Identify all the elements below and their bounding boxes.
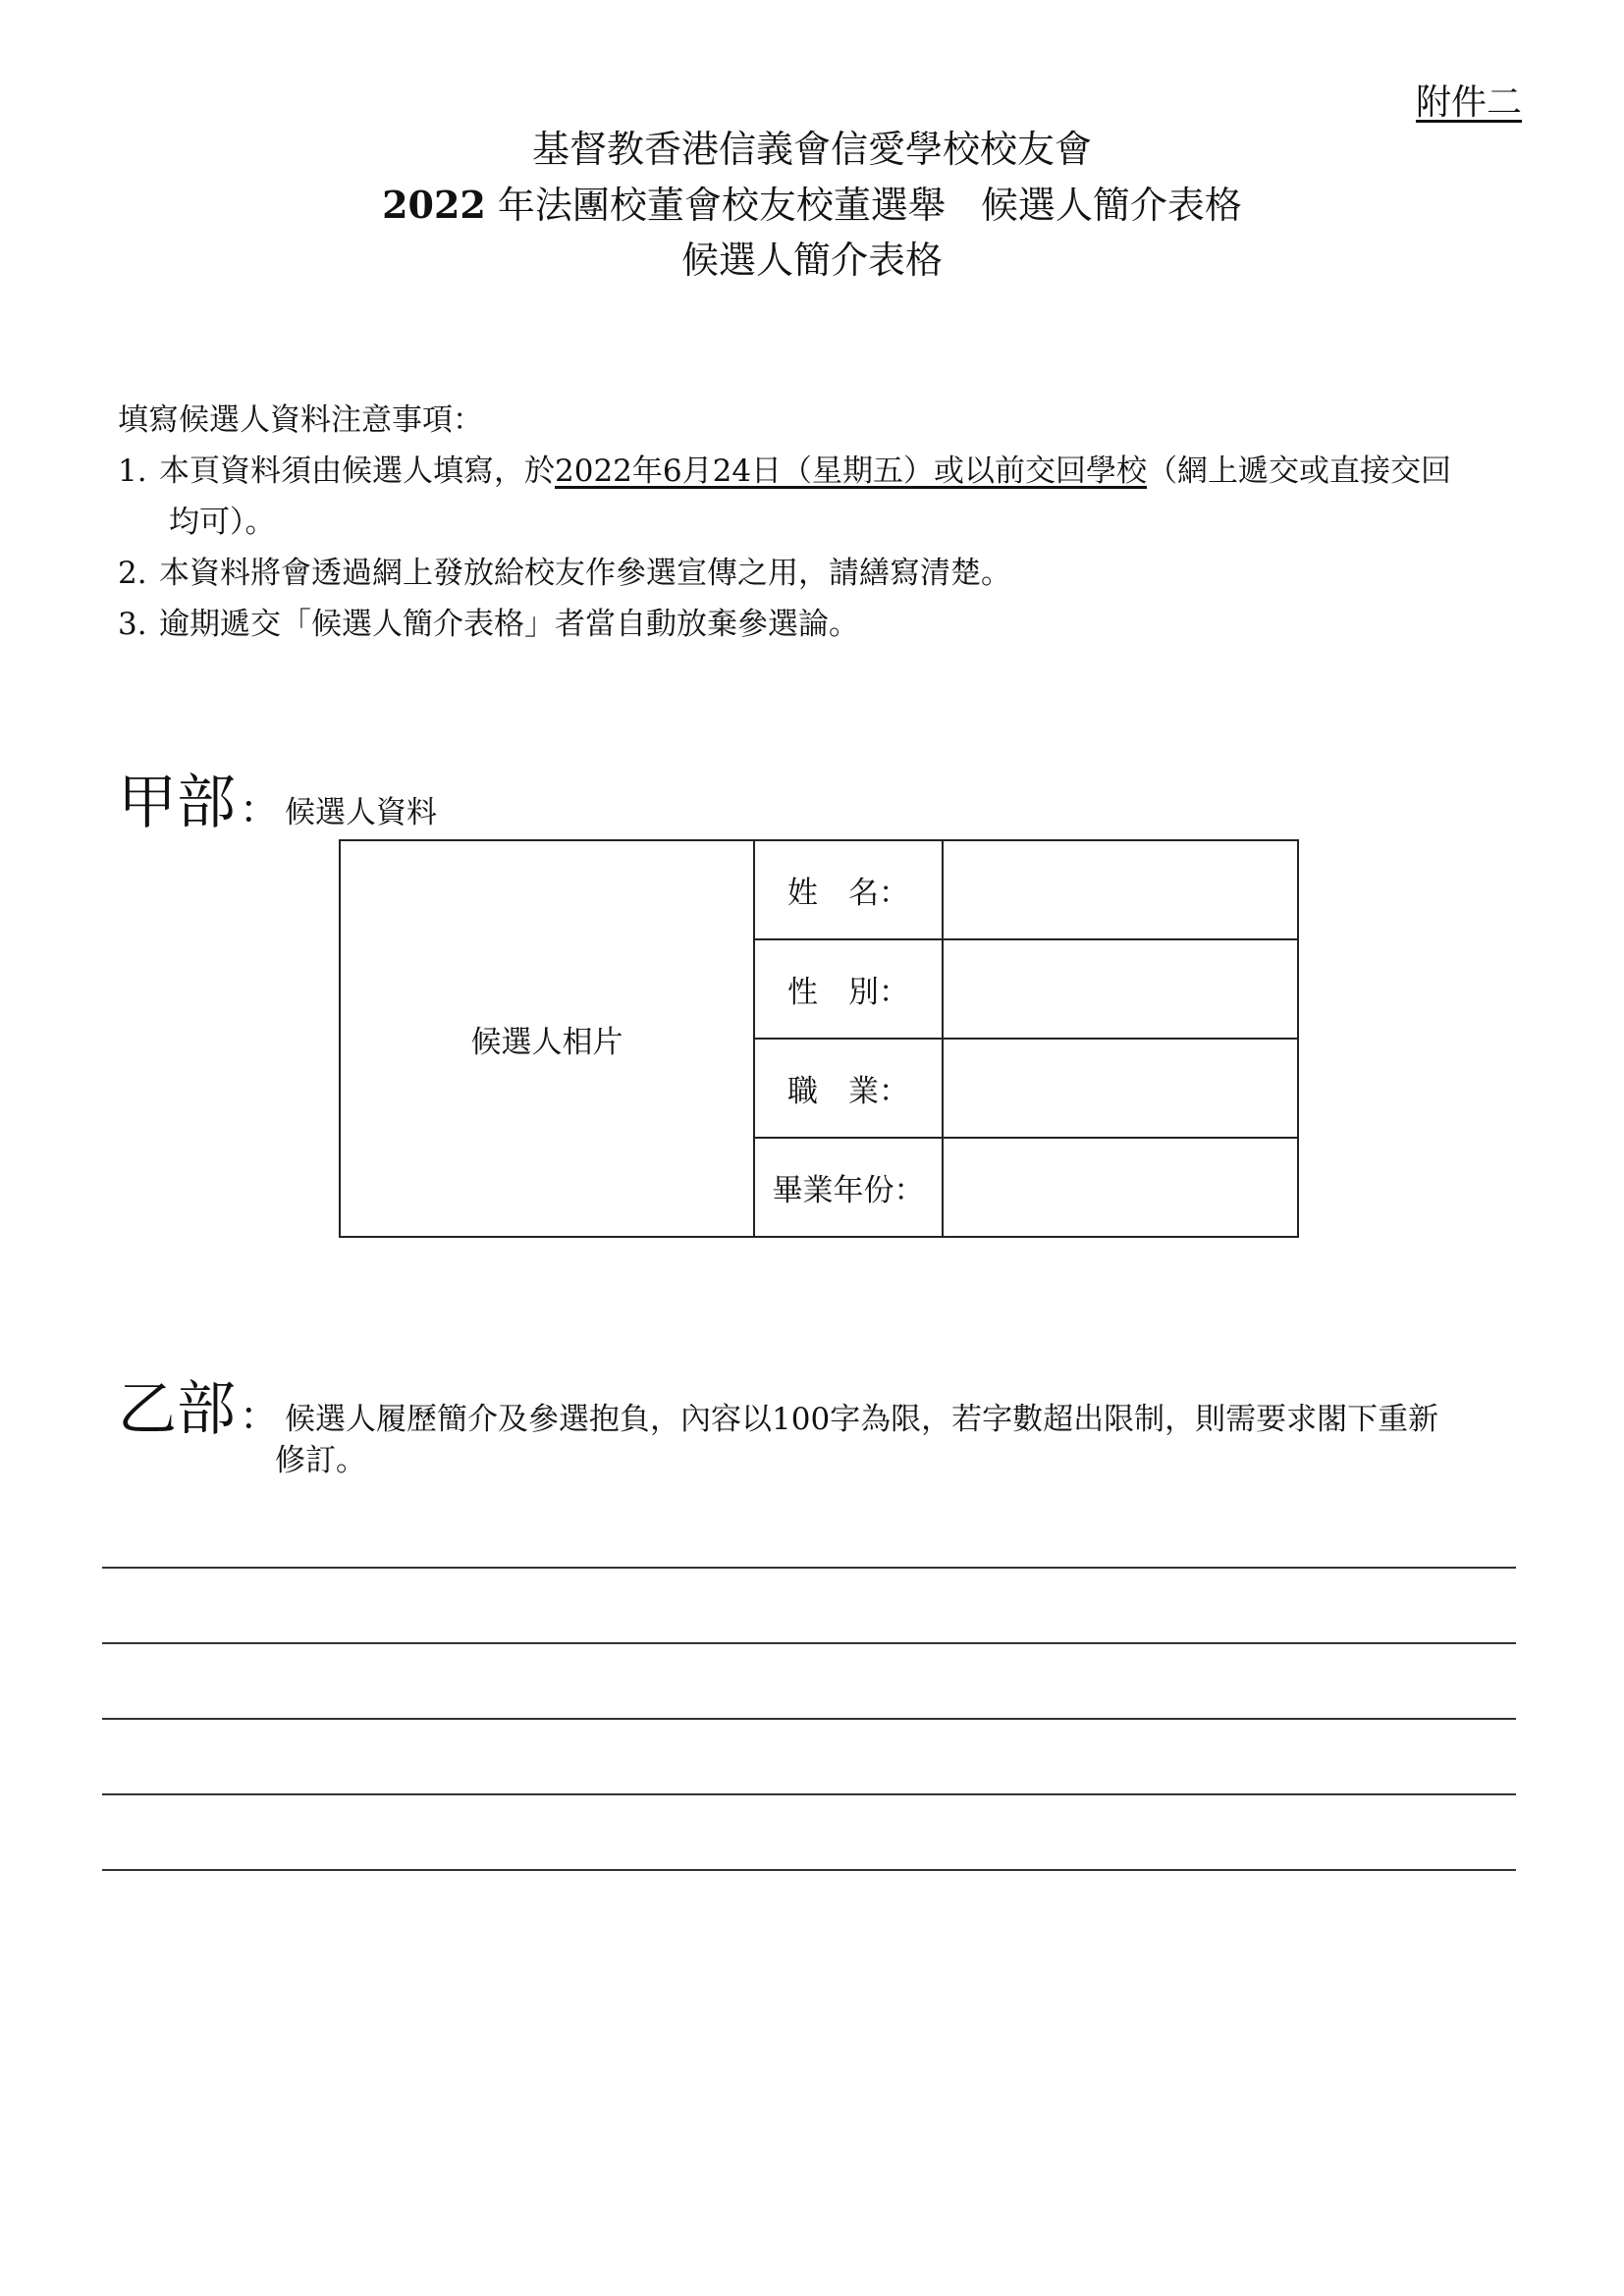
- attachment-label: 附件二: [1415, 82, 1522, 123]
- candidate-info-table: [339, 839, 1299, 1238]
- note-item-1: [118, 446, 1532, 497]
- notes-heading: 填寫候選人資料注意事項：: [118, 402, 483, 438]
- note-item-2: [118, 548, 1532, 599]
- title-line-2-right: 候選人簡介表格: [980, 184, 1242, 227]
- section-a-title: 甲部: [118, 769, 236, 837]
- notes-section: [118, 395, 1532, 650]
- section-b-subtitle-continued: 修訂。: [275, 1443, 366, 1478]
- deadline-text: 2022年6月24日（星期五）或以前交回學校: [555, 454, 1148, 489]
- title-line-2: [0, 183, 1624, 229]
- section-a-heading: [118, 756, 437, 840]
- writing-line[interactable]: [102, 1869, 1516, 1871]
- gender-field[interactable]: [943, 939, 1298, 1039]
- gender-label: 性 別：: [754, 939, 943, 1039]
- writing-line[interactable]: [102, 1642, 1516, 1644]
- section-a-colon: ：: [240, 787, 279, 832]
- graduation-year-label: 畢業年份：: [754, 1138, 943, 1237]
- note-number: 2.: [118, 556, 147, 591]
- section-b-subtitle: 候選人履歷簡介及參選抱負，內容以100字為限，若字數超出限制，則需要求閣下重新: [285, 1402, 1439, 1437]
- writing-line[interactable]: [102, 1793, 1516, 1795]
- writing-line[interactable]: [102, 1567, 1516, 1569]
- name-field[interactable]: [943, 840, 1298, 939]
- note-item-3: [118, 599, 1532, 650]
- title-line-3: 候選人簡介表格: [680, 239, 943, 282]
- title-line-1: 基督教香港信義會信愛學校校友會: [531, 128, 1092, 171]
- note-text: 逾期遞交「候選人簡介表格」者當自動放棄參選論。: [159, 607, 859, 642]
- occupation-field[interactable]: [943, 1039, 1298, 1138]
- note-item-1-continued: 均可）。: [169, 505, 276, 540]
- section-b-title: 乙部: [118, 1375, 236, 1444]
- note-number: 1.: [118, 454, 147, 489]
- title-year: 2022: [382, 183, 486, 227]
- title-line-2-text: 年法團校董會校友校董選舉: [485, 184, 946, 227]
- candidate-photo-box[interactable]: [340, 840, 754, 1237]
- writing-line[interactable]: [102, 1718, 1516, 1720]
- name-label: 姓 名：: [754, 840, 943, 939]
- note-number: 3.: [118, 607, 147, 642]
- section-b-colon: ：: [240, 1394, 279, 1439]
- note-text: 本頁資料須由候選人填寫，於2022年6月24日（星期五）或以前交回學校（網上遞交或直接交回: [159, 454, 1452, 489]
- graduation-year-field[interactable]: [943, 1138, 1298, 1237]
- occupation-label: 職 業：: [754, 1039, 943, 1138]
- candidate-photo-label: 候選人相片: [470, 1024, 623, 1060]
- section-a-subtitle: 候選人資料: [285, 795, 437, 830]
- note-text: 本資料將會透過網上發放給校友作參選宣傳之用，請繕寫清楚。: [159, 556, 1011, 591]
